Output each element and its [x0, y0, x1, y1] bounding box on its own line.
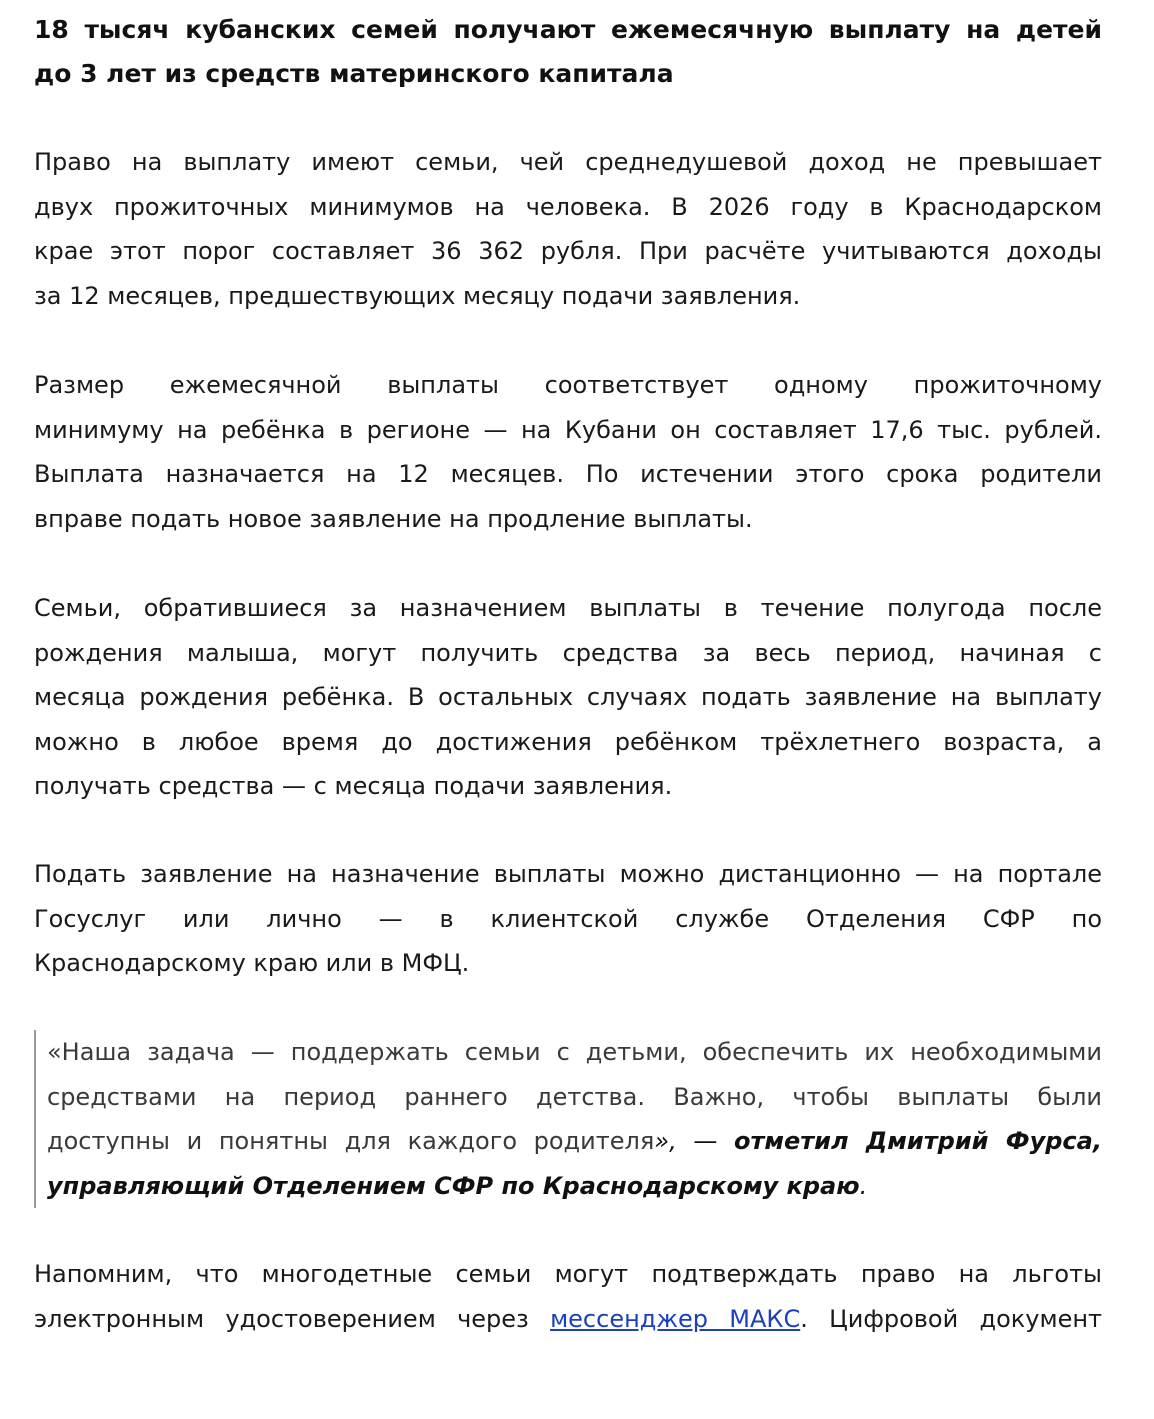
article-title — [34, 8, 1102, 96]
official-quote — [34, 1030, 1102, 1208]
quote-line-1: «Наша задача — поддержать семьи с детьми, обеспечить их необходимыми — [47, 1038, 1102, 1066]
paragraph-line: рождения малыша, могут получить средства за весь период, начиная с — [34, 638, 1102, 667]
paragraph-reminder — [34, 1252, 1102, 1341]
quote-closing-mark: », — — [654, 1127, 734, 1155]
paragraph-application-timing — [34, 586, 1102, 809]
paragraph-how-to-apply — [34, 852, 1102, 986]
quote-line-3 — [47, 1119, 1102, 1164]
title-line-2: до 3 лет из средств материнского капитала — [34, 59, 674, 88]
quote-attribution-name: отметил Дмитрий Фурса, — [733, 1127, 1102, 1155]
quote-line-2: средствами на период раннего детства. Важно, чтобы выплаты были — [47, 1082, 1102, 1111]
paragraph-line: получать средства — с месяца подачи заявления. — [34, 772, 673, 800]
paragraph-line: крае этот порог составляет 36 362 рубля. При расчёте учитываются доходы — [34, 237, 1102, 265]
reminder-text-after-link: . Цифровой документ — [800, 1304, 1102, 1333]
quote-attribution-period: . — [859, 1171, 868, 1200]
paragraph-eligibility — [34, 140, 1102, 318]
quote-line-4 — [47, 1164, 1102, 1209]
paragraph-line: месяца рождения ребёнка. В остальных случаях подать заявление на выплату — [34, 683, 1102, 711]
reminder-text-before-link: электронным удостоверением через — [34, 1304, 551, 1333]
paragraph-line: Госуслуг или лично — в клиентской службе Отделения СФР по — [34, 904, 1102, 933]
max-messenger-link[interactable]: мессенджер МАКС — [550, 1304, 801, 1333]
paragraph-line: за 12 месяцев, предшествующих месяцу подачи заявления. — [34, 281, 801, 310]
paragraph-line: можно в любое время до достижения ребёнком трёхлетнего возраста, а — [34, 727, 1102, 756]
quote-text-end: доступны и понятны для каждого родителя — [47, 1127, 655, 1155]
paragraph-line: вправе подать новое заявление на продление выплаты. — [34, 504, 753, 533]
paragraph-line: двух прожиточных минимумов на человека. В 2026 году в Краснодарском — [34, 192, 1102, 221]
paragraph-line: Краснодарскому краю или в МФЦ. — [34, 949, 470, 977]
paragraph-line-with-link — [34, 1297, 1102, 1342]
paragraph-line: Выплата назначается на 12 месяцев. По истечении этого срока родители — [34, 460, 1102, 488]
paragraph-line: Право на выплату имеют семьи, чей среднедушевой доход не превышает — [34, 148, 1102, 176]
title-line-1: 18 тысяч кубанских семей получают ежемесячную выплату на детей — [34, 15, 1102, 44]
paragraph-line: Семьи, обратившиеся за назначением выплаты в течение полугода после — [34, 594, 1102, 622]
paragraph-line: Напомним, что многодетные семьи могут подтверждать право на льготы — [34, 1260, 1102, 1288]
paragraph-line: минимуму на ребёнка в регионе — на Кубани он составляет 17,6 тыс. рублей. — [34, 415, 1102, 444]
paragraph-payment-amount — [34, 363, 1102, 541]
quote-attribution-position: управляющий Отделением СФР по Краснодарскому краю — [47, 1171, 860, 1200]
paragraph-line: Размер ежемесячной выплаты соответствует одному прожиточному — [34, 371, 1102, 399]
paragraph-line: Подать заявление на назначение выплаты можно дистанционно — на портале — [34, 860, 1102, 888]
